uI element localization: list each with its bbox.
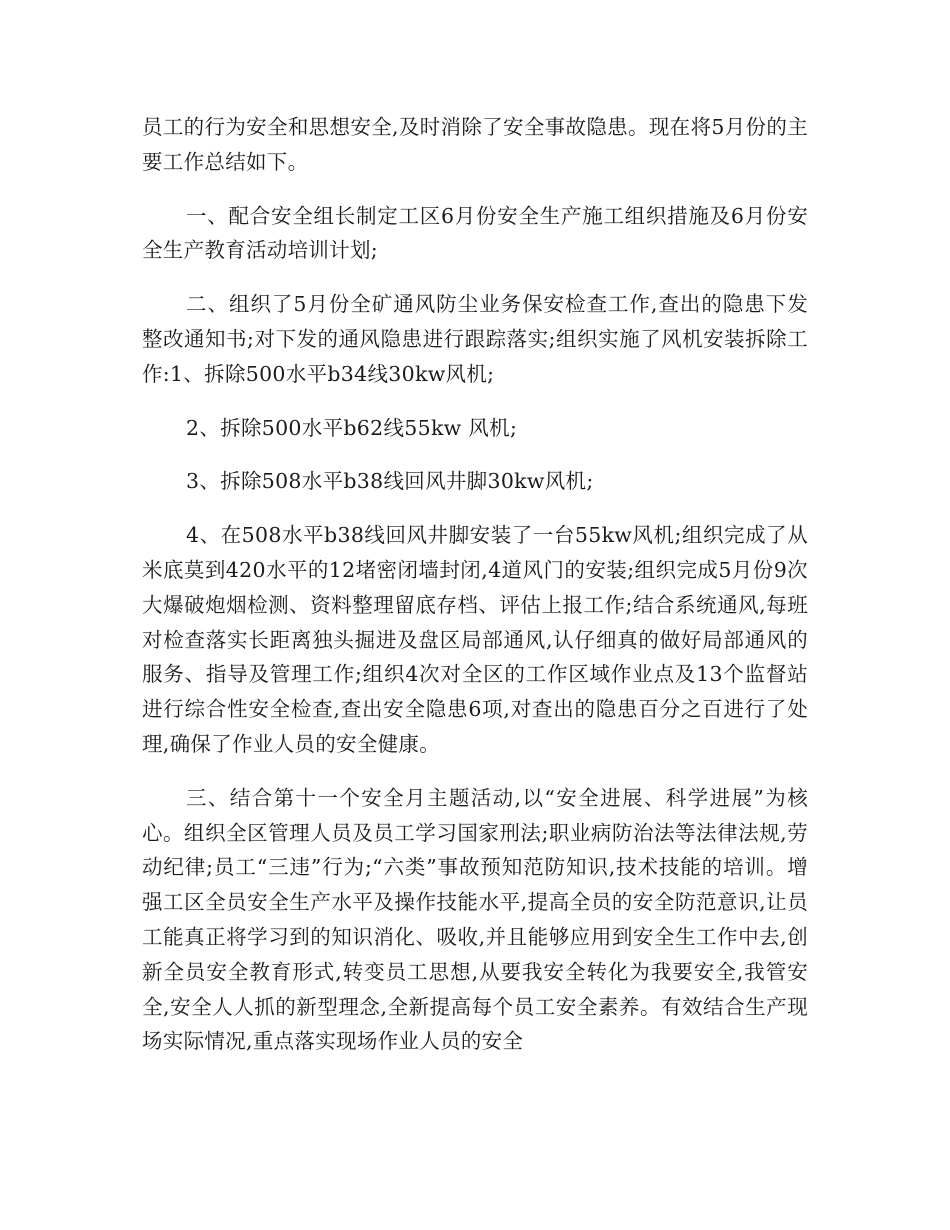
paragraph-subitem-4: 4、在508水平b38线回风井脚安装了一台55kw风机;组织完成了从米底莫到420水平的12堵密闭墙封闭,4道风门的安装;组织完成5月份9次大爆破炮烟检测、资料整理留底存档、评估上报工作;结合系统通风,每班对检查落实长距离独头掘进及盘区局部通风,认仔细真的做好局部通风的服务、指导及管理工作;组织4次对全区的工作区域作业点及13个监督站进行综合性安全检查,查出安全隐患6项,对查出的隐患百分之百进行了处理,确保了作业人员的安全健康。	[142, 523, 808, 756]
paragraph-item-3: 三、结合第十一个安全月主题活动,以“安全进展、科学进展”为核心。组织全区管理人员及员工学习国家刑法;职业病防治法等法律法规,劳动纪律;员工“三违”行为;“六类”事故预知范防知识,技术技能的培训。增强工区全员安全生产水平及操作技能水平,提高全员的安全防范意识,让员工能真正将学习到的知识消化、吸收,并且能够应用到安全生工作中去,创新全员安全教育形式,转变员工思想,从要我安全转化为我要安全,我管安全,安全人人抓的新型理念,全新提高每个员工安全素养。有效结合生产现场实际情况,重点落实现场作业人员的安全	[142, 785, 808, 1054]
document-body	[142, 110, 808, 1078]
paragraph-item-2: 二、组织了5月份全矿通风防尘业务保安检查工作,查出的隐患下发整改通知书;对下发的通风隐患进行跟踪落实;组织实施了风机安装拆除工作:1、拆除500水平b34线30kw风机;	[142, 292, 808, 386]
paragraph-intro: 员工的行为安全和思想安全,及时消除了安全事故隐患。现在将5月份的主要工作总结如下。	[142, 115, 808, 174]
paragraph-item-1: 一、配合安全组长制定工区6月份安全生产施工组织措施及6月份安全生产教育活动培训计划;	[142, 203, 808, 263]
paragraph-subitem-3: 3、拆除508水平b38线回风井脚30kw风机;	[186, 469, 594, 494]
paragraph-subitem-2: 2、拆除500水平b62线55kw 风机;	[186, 415, 518, 440]
